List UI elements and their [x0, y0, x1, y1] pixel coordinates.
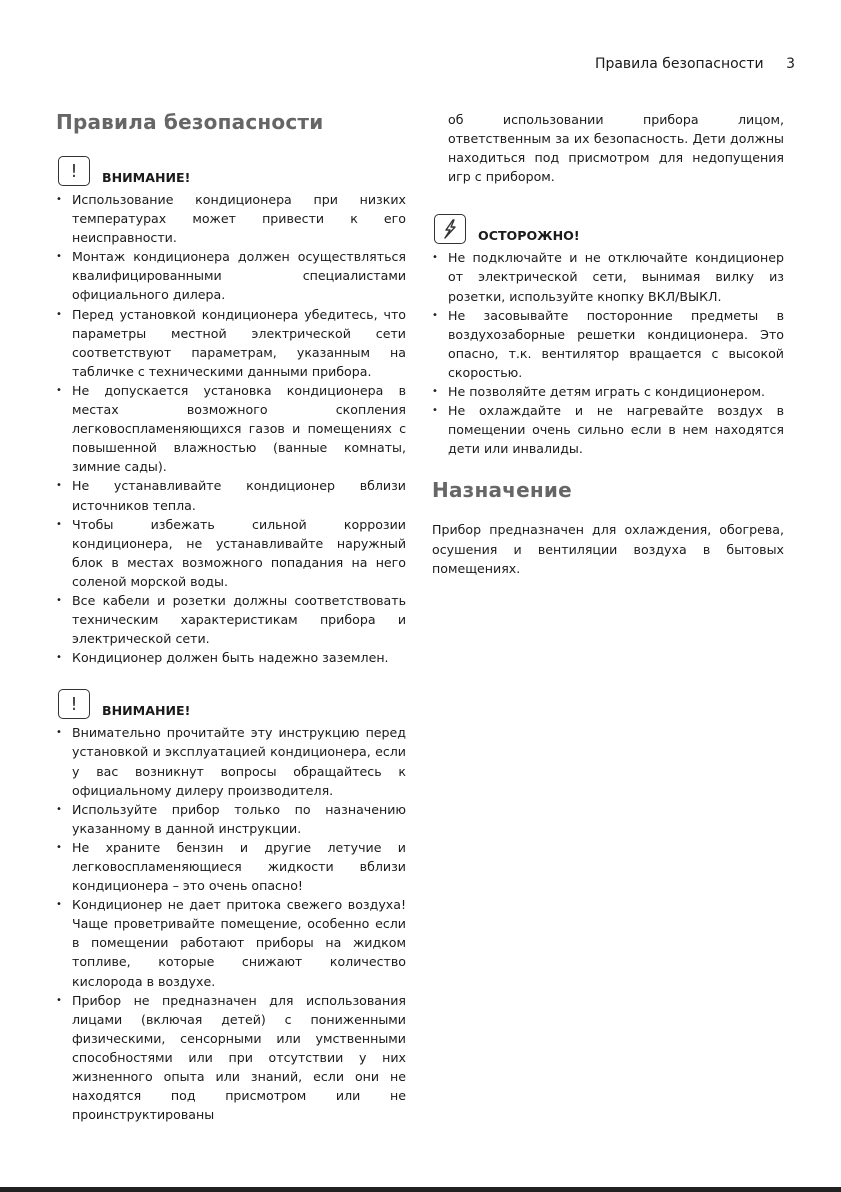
page-header	[595, 56, 795, 72]
exclamation-icon: !	[58, 156, 90, 186]
list-item: • Используйте прибор только по назначению указанному в данной инструкции.	[56, 800, 406, 838]
section-title-safety: Правила безопасности	[56, 110, 324, 134]
list-item: • Не храните бензин и другие летучие и легковоспламеняющиеся жидкости вблизи кондиционера – это очень опасно!	[56, 838, 406, 895]
list-item: • Не допускается установка кондиционера в местах возможного скопления легковоспламеняющихся газов и помещениях с повышенной влажностью (ванные комнаты, зимние сады).	[56, 381, 406, 476]
list-item: • Все кабели и розетки должны соответствовать техническим характеристикам прибора и электрической сети.	[56, 591, 406, 648]
purpose-text: Прибор предназначен для охлаждения, обогрева, осушения и вентиляции воздуха в бытовых помещениях.	[432, 522, 784, 576]
list-item: • Кондиционер не дает притока свежего воздуха! Чаще проветривайте помещение, особенно если в помещении работают приборы на жидком топливе, которые снижают количество кислорода в воздухе.	[56, 895, 406, 990]
caution-header	[434, 210, 784, 244]
list-item: • Чтобы избежать сильной коррозии кондиционера, не устанавливайте наружный блок в местах возможного попадания на него соленой морской воды.	[56, 515, 406, 591]
list-item: • Монтаж кондиционера должен осуществляться квалифицированными специалистами официального дилера.	[56, 247, 406, 304]
warning-list-1	[56, 190, 406, 667]
list-item: • Прибор не предназначен для использования лицами (включая детей) с пониженными физическими, сенсорными или умственными способностями или при отсутствии у них жизненного опыта или знаний, если они не находятся под присмотром или не проинструктированы	[56, 991, 406, 1125]
lightning-icon-svg	[440, 219, 460, 239]
list-item: • Не позволяйте детям играть с кондиционером.	[432, 382, 784, 401]
list-item: • Использование кондиционера при низких температурах может привести к его неисправности.	[56, 190, 406, 247]
warning-list-2	[56, 723, 406, 1124]
right-column	[432, 110, 784, 578]
continuation-text: об использовании прибора лицом, ответственным за их безопасность. Дети должны находиться под присмотром для недопущения игр с прибором.	[448, 112, 784, 185]
bottom-divider	[0, 1187, 841, 1192]
warning-title: ВНИМАНИЕ!	[102, 170, 191, 185]
list-item: • Не подключайте и не отключайте кондиционер от электрической сети, вынимая вилку из розетки, используйте кнопку ВКЛ/ВЫКЛ.	[432, 248, 784, 305]
page-number: 3	[786, 56, 795, 72]
caution-title: ОСТОРОЖНО!	[478, 228, 580, 244]
warning-header-2	[58, 685, 406, 719]
lightning-icon	[434, 214, 466, 244]
header-section-title: Правила безопасности	[594, 56, 764, 72]
section-title-purpose: Назначение	[432, 478, 572, 503]
warning-title: ВНИМАНИЕ!	[102, 703, 191, 719]
exclamation-icon: !	[58, 689, 90, 719]
list-item: • Перед установкой кондиционера убедитесь, что параметры местной электрической сети соответствуют параметрам, указанным на табличке с техническими данными прибора.	[56, 305, 406, 381]
list-item: • Не засовывайте посторонние предметы в воздухозаборные решетки кондиционера. Это опасно, т.к. вентилятор вращается с высокой скоростью.	[432, 306, 784, 382]
list-item: • Не устанавливайте кондиционер вблизи источников тепла.	[56, 476, 406, 514]
caution-list	[432, 248, 784, 458]
list-item: • Не охлаждайте и не нагревайте воздух в помещении очень сильно если в нем находятся дети или инвалиды.	[432, 401, 784, 458]
list-item: • Кондиционер должен быть надежно заземлен.	[56, 648, 406, 667]
warning-header-1	[58, 152, 406, 186]
list-item: • Внимательно прочитайте эту инструкцию перед установкой и эксплуатацией кондиционера, если у вас возникнут вопросы обращайтесь к официальному дилеру производителя.	[56, 723, 406, 799]
left-column	[56, 110, 406, 1124]
